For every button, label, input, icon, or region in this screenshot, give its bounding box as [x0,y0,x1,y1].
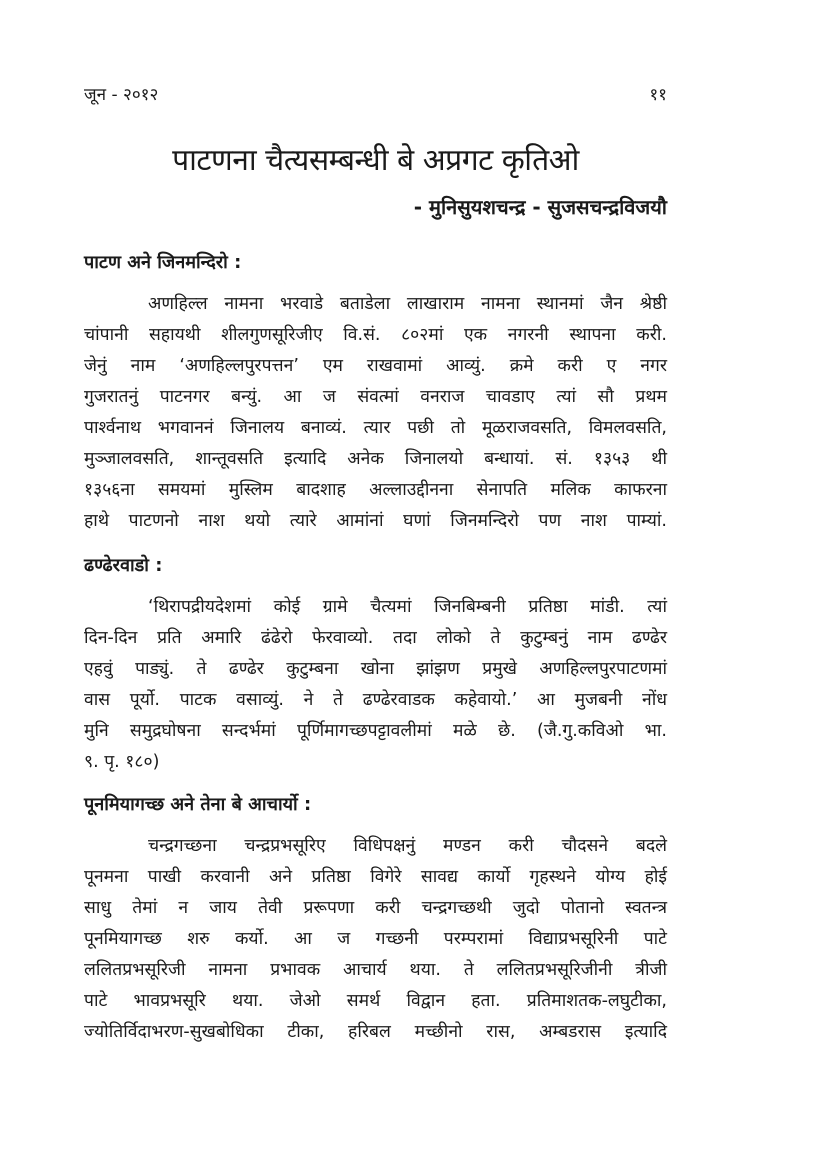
issue-date: जून - २०१२ [84,85,159,105]
text-line: हाथे पाटणनो नाश थयो त्यारे आमांनां घणां जिनमन्दिरो पण नाश पाम्यां. [84,511,667,531]
text-line: वास पूर्यो. पाटक वसाव्युं. ने ते ढण्ढेरवाडक कहेवायो.’ आ मुजबनी नोंध [84,690,667,710]
text-line: १३५६ना समयमां मुस्लिम बादशाह अल्लाउद्दीनना सेनापति मलिक काफरना [84,480,667,500]
text-line: अणहिल्ल नामना भरवाडे बताडेला लाखाराम नामना स्थानमां जैन श्रेष्ठी [148,294,667,314]
paragraph-patan [84,289,667,537]
running-header [84,82,667,106]
text-line: चांपानी सहायथी शीलगुणसूरिजीए वि.सं. ८०२मां एक नगरनी स्थापना करी. [84,325,667,345]
text-line: एहवुं पाड्युं. ते ढण्ढेर कुटुम्बना खोना झांझण प्रमुखे अणहिल्लपुरपाटणमां [84,659,667,679]
text-line: गुजरातनुं पाटनगर बन्युं. आ ज संवत्मां वनराज चावडाए त्यां सौ प्रथम [84,387,667,407]
text-line: चन्द्रगच्छना चन्द्रप्रभसूरिए विधिपक्षनुं मण्डन करी चौदसने बदले [148,836,667,856]
text-line: पूनमियागच्छ शरु कर्यो. आ ज गच्छनी परम्परामां विद्याप्रभसूरिनी पाटे [84,929,667,949]
text-line: ललितप्रभसूरिजी नामना प्रभावक आचार्य थया. ते ललितप्रभसूरिजीनी त्रीजी [84,960,667,980]
text-line: ज्योतिर्विदाभरण-सुखबोधिका टीका, हरिबल मच्छीनो रास, अम्बडरास इत्यादि [84,1022,667,1042]
text-line: दिन-दिन प्रति अमारि ढंढेरो फेरवाव्यो. तदा लोको ते कुटुम्बनुं नाम ढण्ढेर [84,628,667,648]
text-line: ९. पृ. १८०) [84,752,160,772]
text-line: पूनमना पाखी करवानी अने प्रतिष्ठा विगेरे सावद्य कार्यो गृहस्थने योग्य होई [84,867,667,887]
paragraph-dhandheravado [84,592,667,778]
text-line: मुञ्जालवसति, शान्तूवसति इत्यादि अनेक जिनालयो बन्धायां. सं. १३५३ थी [84,449,667,469]
paragraph-poonamiyagachchh [84,831,667,1048]
text-line: ‘थिरापद्रीयदेशमां कोई ग्रामे चैत्यमां जिनबिम्बनी प्रतिष्ठा मांडी. त्यां [148,597,667,617]
article-title: पाटणना चैत्यसम्बन्धी बे अप्रगट कृतिओ [172,143,579,178]
article-authors: - मुनिसुयशचन्द्र - सुजसचन्द्रविजयौ [413,195,667,219]
text-line: पार्श्वनाथ भगवाननं जिनालय बनाव्यं. त्यार पछी तो मूळराजवसति, विमलवसति, [84,418,667,438]
section-heading-patan: पाटण अने जिनमन्दिरो : [84,252,242,273]
section-heading-poonamiyagachchh: पूनमियागच्छ अने तेना बे आचार्यो : [84,794,312,815]
text-line: साधु तेमां न जाय तेवी प्ररूपणा करी चन्द्रगच्छथी जुदो पोतानो स्वतन्त्र [84,898,667,918]
text-line: पाटे भावप्रभसूरि थया. जेओ समर्थ विद्वान हता. प्रतिमाशतक-लघुटीका, [84,991,667,1011]
text-line: जेनुं नाम ‘अणहिल्लपुरपत्तन’ एम राखवामां आव्युं. क्रमे करी ए नगर [84,356,667,376]
page-number: ११ [649,85,667,105]
text-line: मुनि समुद्रघोषना सन्दर्भमां पूर्णिमागच्छपट्टावलीमां मळे छे. (जै.गु.कविओ भा. [84,721,667,741]
section-heading-dhandheravado: ढण्ढेरवाडो : [84,555,163,576]
